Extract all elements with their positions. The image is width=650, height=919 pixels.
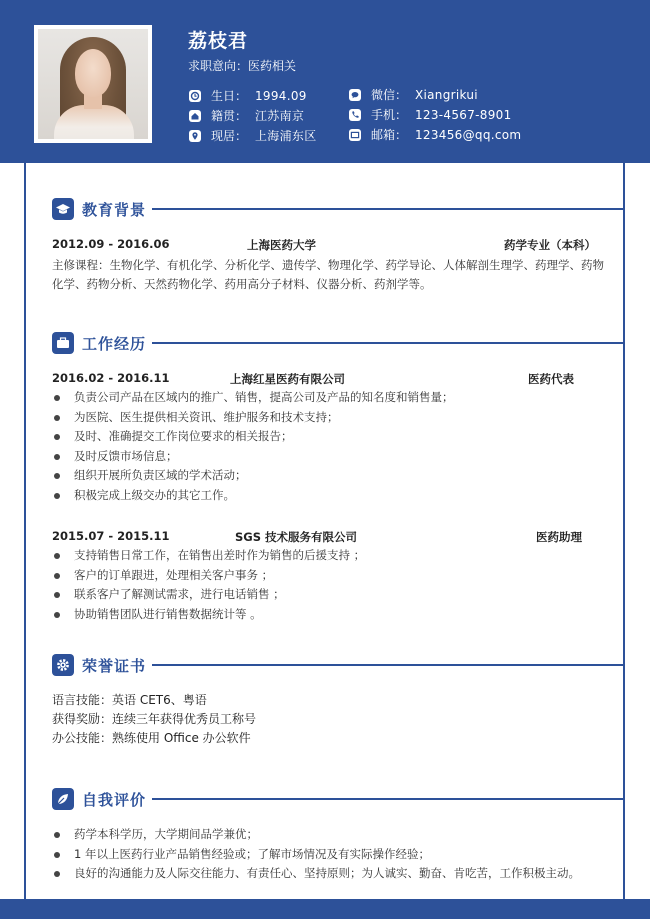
honors-list	[52, 691, 256, 748]
list-item: 协助销售团队进行销售数据统计等 。	[52, 605, 612, 625]
section-divider	[152, 208, 623, 210]
home-icon	[189, 110, 201, 122]
frame-left-border	[24, 163, 26, 899]
job-position: 医药助理	[536, 530, 582, 544]
list-item: 药学本科学历，大学期间品学兼优；	[52, 825, 612, 845]
candidate-name: 荔枝君	[188, 30, 249, 52]
section-divider	[152, 664, 623, 666]
briefcase-icon	[52, 332, 74, 354]
honor-award: 获得奖励：连续三年获得优秀员工称号	[52, 712, 257, 726]
list-item: 及时反馈市场信息；	[52, 447, 612, 467]
job-period: 2015.07 - 2015.11	[52, 529, 170, 543]
location-icon	[189, 130, 201, 142]
section-divider	[152, 798, 623, 800]
info-phone: 手机： 123-4567-8901	[349, 106, 512, 123]
info-hometown: 籍贯： 江苏南京	[189, 107, 304, 124]
list-item: 积极完成上级交办的其它工作。	[52, 486, 612, 506]
list-item: 1 年以上医药行业产品销售经验或；了解市场情况及有实际操作经验；	[52, 845, 612, 865]
list-item: 联系客户了解测试需求，进行电话销售 ；	[52, 585, 612, 605]
info-email: 邮箱： 123456@qq.com	[349, 126, 521, 143]
mail-icon	[349, 129, 361, 141]
job-duties-list	[52, 388, 612, 506]
education-major: 药学专业（本科）	[504, 238, 596, 252]
phone-icon	[349, 109, 361, 121]
info-wechat: 微信： Xiangrikui	[349, 86, 478, 103]
job-position: 医药代表	[528, 372, 574, 386]
frame-right-border	[623, 163, 625, 899]
list-item: 为医院、医生提供相关资讯、维护服务和技术支持；	[52, 408, 612, 428]
leaf-icon	[52, 788, 74, 810]
info-birthday: 生日： 1994.09	[189, 87, 307, 104]
profile-photo	[34, 25, 152, 143]
section-honors-title: 荣誉证书	[52, 654, 146, 676]
list-item: 组织开展所负责区域的学术活动；	[52, 466, 612, 486]
education-period: 2012.09 - 2016.06	[52, 237, 170, 251]
gear-icon	[52, 654, 74, 676]
list-item: 支持销售日常工作，在销售出差时作为销售的后援支持 ；	[52, 546, 612, 566]
list-item: 负责公司产品在区域内的推广、销售，提高公司及产品的知名度和销售量；	[52, 388, 612, 408]
honor-language: 语言技能：英语 CET6、粤语	[52, 693, 207, 707]
honor-office: 办公技能：熟练使用 Office 办公软件	[52, 731, 251, 745]
clock-icon	[189, 90, 201, 102]
job-company: 上海红星医药有限公司	[230, 372, 345, 386]
info-residence: 现居： 上海浦东区	[189, 127, 317, 144]
list-item: 客户的订单跟进，处理相关客户事务 ；	[52, 566, 612, 586]
self-evaluation-list	[52, 825, 612, 884]
list-item: 良好的沟通能力及人际交往能力、有责任心、坚持原则；为人诚实、勤奋、肯吃苦，工作积极主动。	[52, 864, 612, 884]
section-work-title: 工作经历	[52, 332, 146, 354]
job-company: SGS 技术服务有限公司	[235, 530, 358, 544]
footer-bar	[0, 899, 650, 919]
section-divider	[152, 342, 623, 344]
wechat-icon	[349, 89, 361, 101]
header-banner	[0, 0, 650, 163]
education-school: 上海医药大学	[247, 238, 316, 252]
job-period: 2016.02 - 2016.11	[52, 371, 170, 385]
section-education-title: 教育背景	[52, 198, 146, 220]
education-courses: 主修课程：生物化学、有机化学、分析化学、遗传学、物理化学、药学导论、人体解剖生理学、药理学、药物化学、药物分析、天然药物化学、药用高分子材料、仪器分析、药剂学等。	[52, 258, 604, 291]
list-item: 及时、准确提交工作岗位要求的相关报告；	[52, 427, 612, 447]
job-duties-list	[52, 546, 612, 624]
graduation-cap-icon	[52, 198, 74, 220]
job-intent: 求职意向：医药相关	[188, 59, 297, 73]
section-self-title: 自我评价	[52, 788, 146, 810]
